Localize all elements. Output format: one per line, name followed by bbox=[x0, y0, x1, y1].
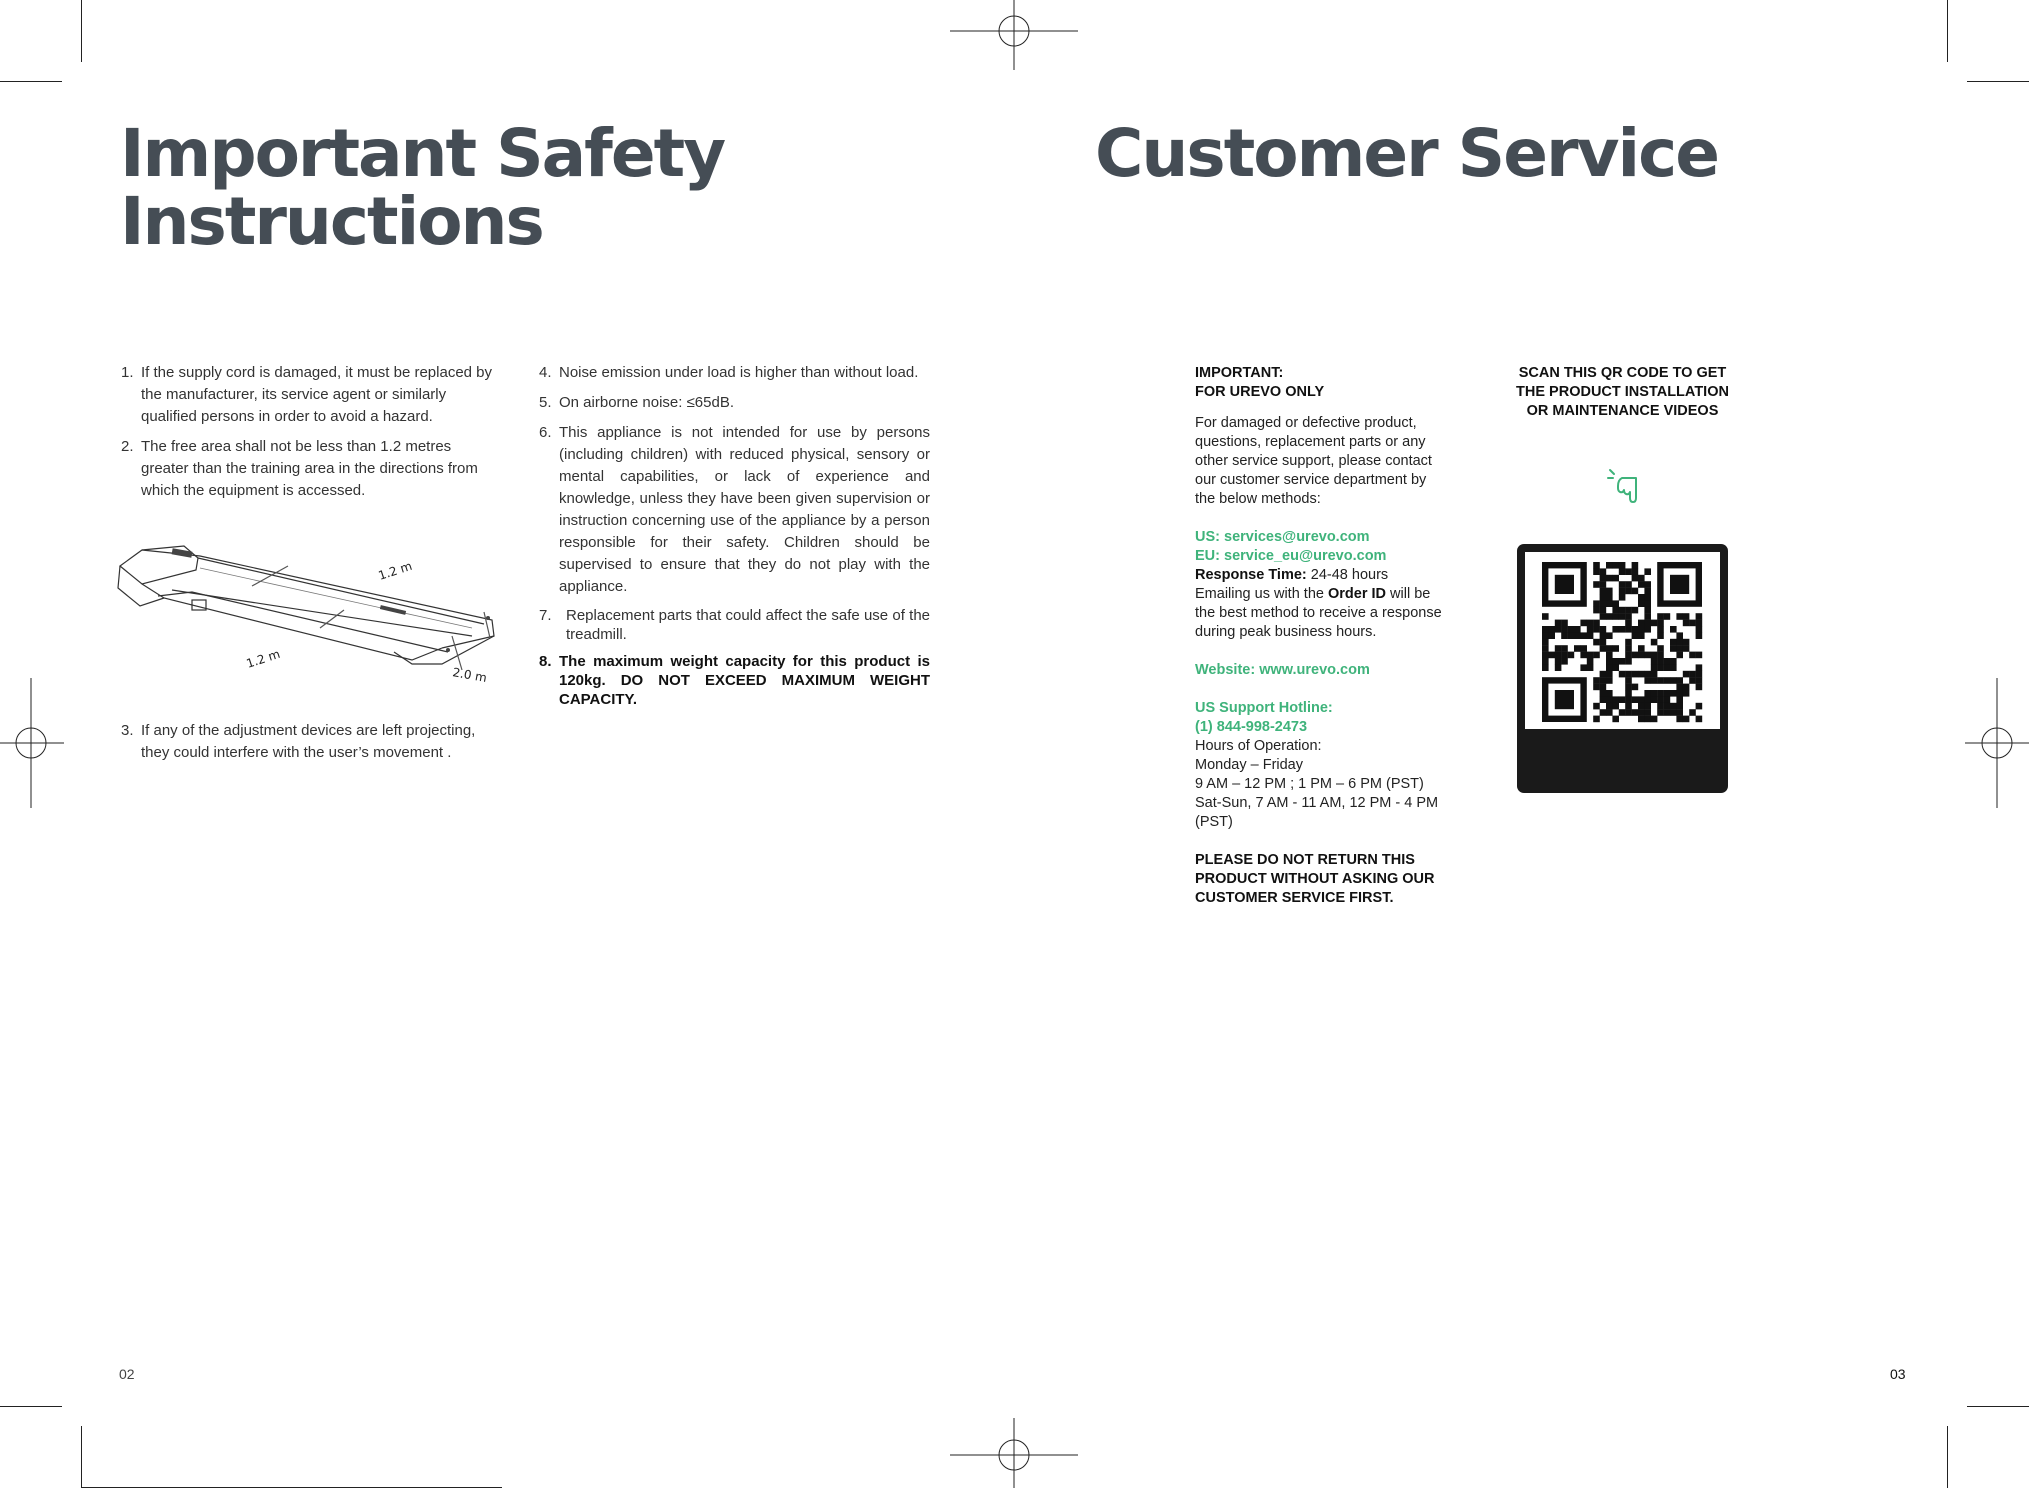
return-warning: PLEASE DO NOT RETURN THIS PRODUCT WITHOUT ASKING OUR CUSTOMER SERVICE FIRST. bbox=[1195, 852, 1435, 906]
safety-title-line2: Instructions bbox=[120, 183, 543, 260]
list-item: 5. On airborne noise: ≤65dB. bbox=[539, 394, 735, 411]
hotline-number[interactable]: (1) 844-998-2473 bbox=[1195, 719, 1308, 735]
registration-mark-right bbox=[1965, 678, 2029, 808]
diagram-label-front: 2.0 m bbox=[451, 665, 488, 685]
hours-weekend: Sat-Sun, 7 AM - 11 AM, 12 PM - 4 PM (PST) bbox=[1195, 795, 1439, 830]
page-number-left: 02 bbox=[119, 1366, 135, 1382]
pointing-hand-icon bbox=[1606, 464, 1642, 504]
list-item: 4. Noise emission under load is higher than without load. bbox=[539, 364, 919, 381]
registration-mark-bottom bbox=[950, 1418, 1078, 1488]
email-eu-link[interactable]: EU: service_eu@urevo.com bbox=[1195, 548, 1387, 564]
diagram-label-top: 1.2 m bbox=[376, 558, 414, 583]
safety-title-line1: Important Safety bbox=[120, 115, 725, 192]
diagram-label-left: 1.2 m bbox=[244, 646, 282, 671]
safety-title bbox=[120, 115, 725, 260]
customer-service-title: Customer Service bbox=[1095, 115, 1719, 192]
list-item: 1. If the supply cord is damaged, it must be replaced by the manufacturer, its service agent or similarly qualified persons in order to avoid a hazard. bbox=[121, 364, 493, 425]
page-number-right: 03 bbox=[1890, 1366, 1906, 1382]
list-item: 7. Replacement parts that could affect the safe use of the treadmill. bbox=[539, 607, 930, 643]
qr-code[interactable] bbox=[1525, 552, 1720, 729]
list-item: 2. The free area shall not be less than 1.2 metres greater than the training area in the directions from which the equipment is accessed. bbox=[121, 438, 478, 499]
safety-list-col1 bbox=[121, 362, 501, 510]
qr-instructions: SCAN THIS QR CODE TO GET THE PRODUCT INSTALLATION OR MAINTENANCE VIDEOS bbox=[1516, 365, 1729, 419]
customer-service-info bbox=[1195, 364, 1450, 908]
hours-label: Hours of Operation: bbox=[1195, 738, 1322, 754]
registration-mark-top bbox=[950, 0, 1078, 70]
registration-mark-left bbox=[0, 678, 64, 808]
service-intro: For damaged or defective product, questions, replacement parts or any other service support, please contact our customer service department by the below methods: bbox=[1195, 415, 1432, 507]
list-item: 6. This appliance is not intended for use by persons (including children) with reduced physical, sensory or mental capabilities, or lack of experience and knowledge, unless they have been given supervision or instruction concerning use of the appliance by a person responsible for their safety. Children should be supervised to ensure that they do not play with the appliance. bbox=[539, 424, 930, 595]
email-us-link[interactable]: US: services@urevo.com bbox=[1195, 529, 1370, 545]
website-link[interactable]: Website: www.urevo.com bbox=[1195, 662, 1370, 678]
qr-code-frame bbox=[1517, 544, 1728, 793]
hours-days: Monday – Friday bbox=[1195, 757, 1303, 773]
response-time: Response Time: 24-48 hours bbox=[1195, 567, 1389, 583]
important-heading-line2: FOR UREVO ONLY bbox=[1195, 384, 1325, 400]
important-heading-line1: IMPORTANT: bbox=[1195, 365, 1284, 381]
hotline-label: US Support Hotline: bbox=[1195, 700, 1333, 716]
safety-list-col2 bbox=[539, 362, 930, 717]
list-item: 3. If any of the adjustment devices are left projecting, they could interfere with the user’s movement . bbox=[121, 722, 476, 761]
order-id-note: Emailing us with the Order ID will be the best method to receive a response during peak business hours. bbox=[1195, 586, 1442, 640]
list-item-weight-warning: 8. The maximum weight capacity for this product is 120kg. DO NOT EXCEED MAXIMUM WEIGHT CAPACITY. bbox=[539, 653, 930, 708]
treadmill-clearance-diagram bbox=[112, 528, 512, 688]
hours-weekday: 9 AM – 12 PM ; 1 PM – 6 PM (PST) bbox=[1195, 776, 1424, 792]
safety-list-col1-item3 bbox=[121, 720, 501, 772]
